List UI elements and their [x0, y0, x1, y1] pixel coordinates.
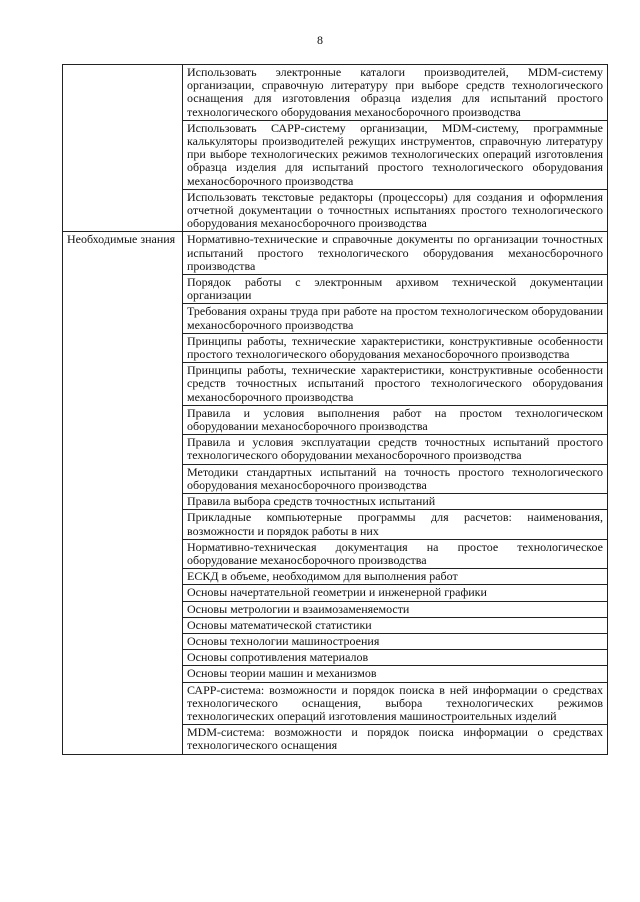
knowledge-item: Порядок работы с электронным архивом технической документации организации	[183, 275, 608, 304]
ability-item: Использовать текстовые редакторы (процессоры) для создания и оформления отчетной документации о точностных испытаниях простого технологического оборудования механосборочного производства	[183, 189, 608, 232]
ability-item: Использовать САРР-систему организации, MDM-систему, программные калькуляторы производителей режущих инструментов, справочную литературу при выборе технологических режимов технологических операций изготовления образца изделия для испытаний простого технологического оборудования механосборочного производства	[183, 120, 608, 189]
knowledge-item: Методики стандартных испытаний на точность простого технологического оборудования механосборочного производства	[183, 464, 608, 493]
page-number: 8	[317, 33, 323, 47]
knowledge-item: MDM-система: возможности и порядок поиска информации о средствах технологического оснащения	[183, 725, 608, 754]
knowledge-item: Нормативно-техническая документация на простое технологическое оборудование механосборочного производства	[183, 539, 608, 568]
knowledge-item: Нормативно-технические и справочные документы по организации точностных испытаний простого технологического оборудования механосборочного производства	[183, 232, 608, 275]
knowledge-item: Принципы работы, технические характеристики, конструктивные особенности средств точностных испытаний простого технологического оборудования механосборочного производства	[183, 363, 608, 406]
knowledge-item: Прикладные компьютерные программы для расчетов: наименования, возможности и порядок работы в них	[183, 510, 608, 539]
competency-table	[62, 64, 608, 755]
table-row	[63, 232, 608, 275]
knowledge-item: Правила и условия выполнения работ на простом технологическом оборудовании механосборочного производства	[183, 405, 608, 434]
knowledge-item: Основы начертательной геометрии и инженерной графики	[183, 585, 608, 601]
knowledge-item: Правила и условия эксплуатации средств точностных испытаний простого технологического оборудовании механосборочного производства	[183, 435, 608, 464]
knowledge-item: Требования охраны труда при работе на простом технологическом оборудовании механосборочного производства	[183, 304, 608, 333]
knowledge-item: Основы метрологии и взаимозаменяемости	[183, 601, 608, 617]
knowledge-item: ЕСКД в объеме, необходимом для выполнения работ	[183, 569, 608, 585]
knowledge-item: Основы сопротивления материалов	[183, 650, 608, 666]
table-row	[63, 65, 608, 121]
knowledge-item: Основы теории машин и механизмов	[183, 666, 608, 682]
section-label-knowledge: Необходимые знания	[63, 232, 183, 754]
knowledge-item: Основы математической статистики	[183, 617, 608, 633]
section-label-cell-empty	[63, 65, 183, 232]
knowledge-item: Правила выбора средств точностных испытаний	[183, 494, 608, 510]
ability-item: Использовать электронные каталоги производителей, MDM-систему организации, справочную литературу при выборе средств технологического оснащения для изготовления образца изделия для испытаний простого технологического оборудования механосборочного производства	[183, 65, 608, 121]
knowledge-item: Основы технологии машиностроения	[183, 633, 608, 649]
knowledge-item: Принципы работы, технические характеристики, конструктивные особенности простого технологического оборудования механосборочного производства	[183, 333, 608, 362]
knowledge-item: САРР-система: возможности и порядок поиска в ней информации о средствах технологического оснащения, выбора технологических режимов технологических операций изготовления машиностроительных изделий	[183, 682, 608, 725]
